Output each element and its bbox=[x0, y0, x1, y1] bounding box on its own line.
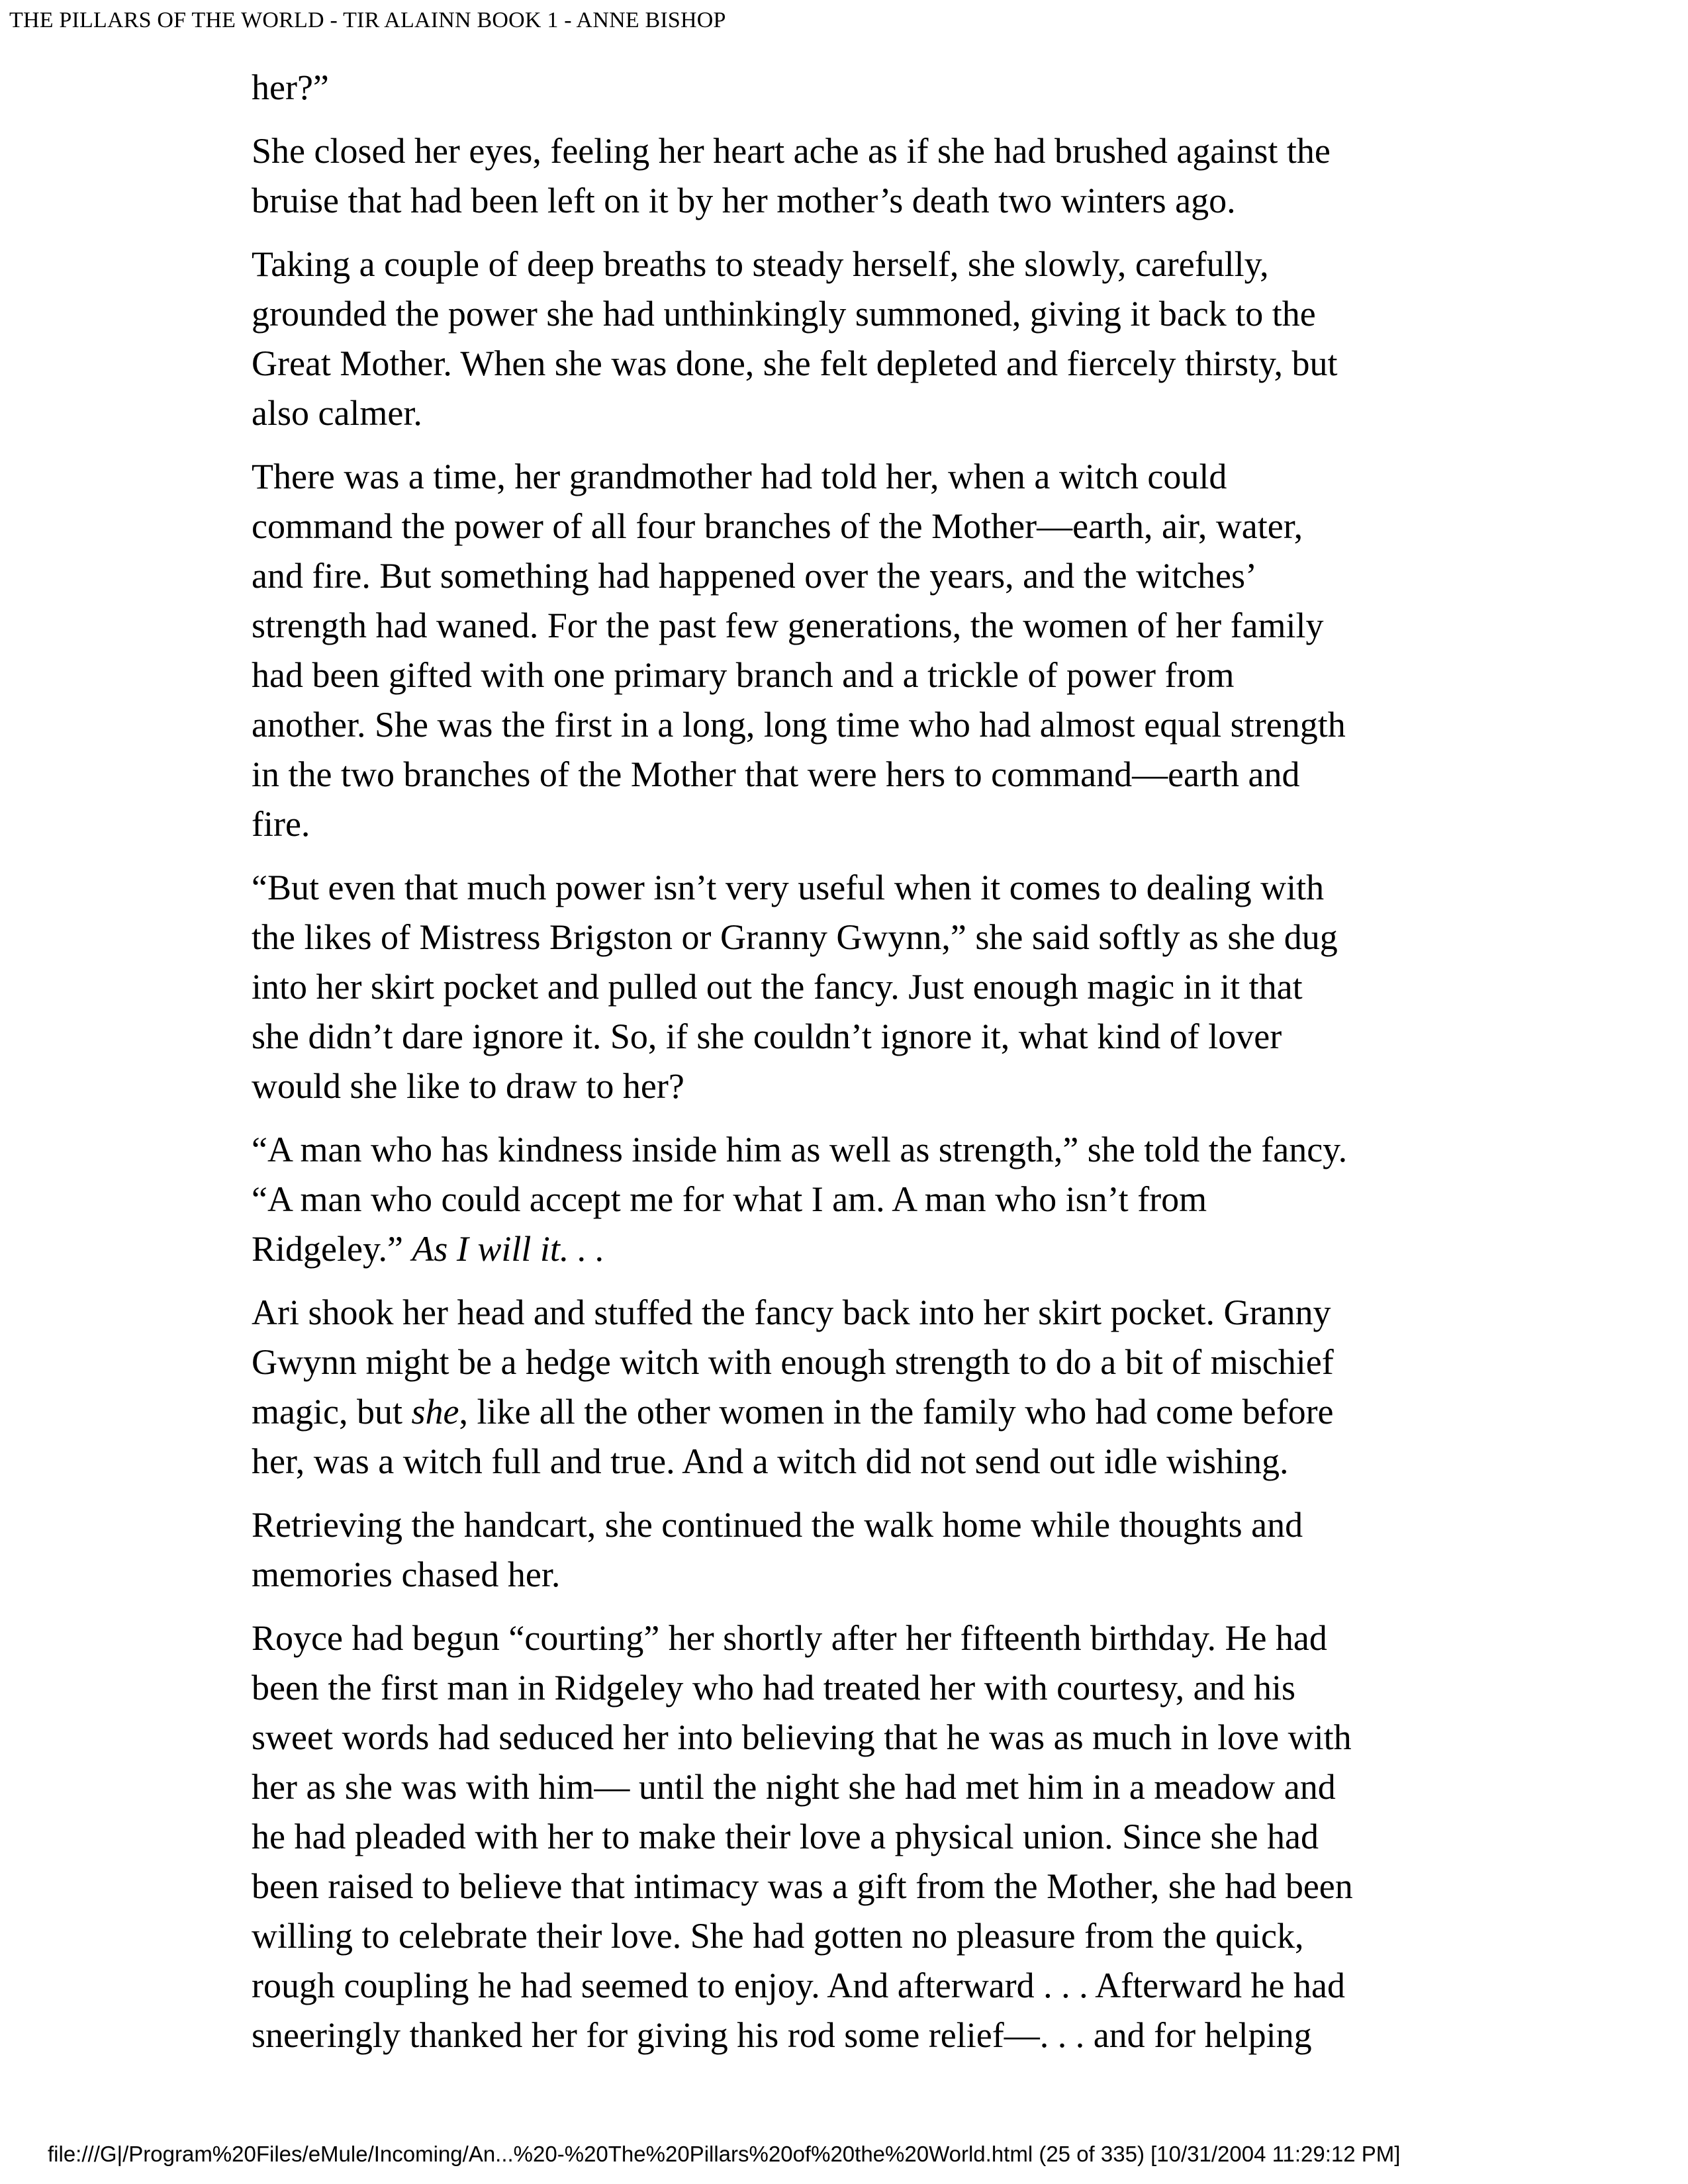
text-line: into her skirt pocket and pulled out the fancy. Just enough magic in it that bbox=[252, 967, 1303, 1007]
text-line: Royce had begun “courting” her shortly after her fifteenth birthday. He had bbox=[252, 1618, 1327, 1658]
italic-text: As I will it. . . bbox=[412, 1229, 605, 1269]
text-line: “A man who could accept me for what I am. A man who isn’t from bbox=[252, 1179, 1207, 1219]
paragraph bbox=[252, 863, 1463, 1111]
paragraph bbox=[252, 1125, 1463, 1274]
text-line: grounded the power she had unthinkingly summoned, giving it back to the bbox=[252, 294, 1316, 334]
page-header-title: THE PILLARS OF THE WORLD - TIR ALAINN BOOK 1 - ANNE BISHOP bbox=[9, 8, 726, 32]
text-line: rough coupling he had seemed to enjoy. And afterward . . . Afterward he had bbox=[252, 1966, 1345, 2005]
text-line: Retrieving the handcart, she continued the walk home while thoughts and bbox=[252, 1505, 1303, 1545]
text-line: magic, but she, like all the other women in the family who had come before bbox=[252, 1392, 1334, 1432]
text-line: She closed her eyes, feeling her heart ache as if she had brushed against the bbox=[252, 131, 1331, 171]
paragraph bbox=[252, 1614, 1463, 2060]
paragraph bbox=[252, 452, 1463, 849]
text-line: in the two branches of the Mother that were hers to command—earth and bbox=[252, 754, 1300, 794]
text-line: Ari shook her head and stuffed the fancy back into her skirt pocket. Granny bbox=[252, 1293, 1331, 1332]
text-line: strength had waned. For the past few generations, the women of her family bbox=[252, 606, 1324, 645]
text-line: and fire. But something had happened over the years, and the witches’ bbox=[252, 556, 1258, 596]
text-line: another. She was the first in a long, long time who had almost equal strength bbox=[252, 705, 1346, 745]
paragraph bbox=[252, 1500, 1463, 1600]
text-line: “A man who has kindness inside him as well as strength,” she told the fancy. bbox=[252, 1130, 1348, 1169]
text-line: her as she was with him— until the night she had met him in a meadow and bbox=[252, 1767, 1336, 1807]
text-line: sneeringly thanked her for giving his rod some relief—. . . and for helping bbox=[252, 2015, 1312, 2055]
book-text bbox=[252, 63, 1463, 2074]
paragraph bbox=[252, 1288, 1463, 1486]
text-line: he had pleaded with her to make their love a physical union. Since she had bbox=[252, 1817, 1319, 1856]
text-line: the likes of Mistress Brigston or Granny Gwynn,” she said softly as she dug bbox=[252, 917, 1338, 957]
text-line: command the power of all four branches of the Mother—earth, air, water, bbox=[252, 506, 1303, 546]
text-line: bruise that had been left on it by her mother’s death two winters ago. bbox=[252, 181, 1236, 220]
paragraph bbox=[252, 63, 1463, 113]
text-line: would she like to draw to her? bbox=[252, 1066, 684, 1106]
text-line: memories chased her. bbox=[252, 1555, 561, 1594]
text-line: willing to celebrate their love. She had gotten no pleasure from the quick, bbox=[252, 1916, 1304, 1956]
paragraph bbox=[252, 126, 1463, 226]
text-line: been the first man in Ridgeley who had treated her with courtesy, and his bbox=[252, 1668, 1296, 1707]
paragraph bbox=[252, 240, 1463, 438]
text-line: sweet words had seduced her into believing that he was as much in love with bbox=[252, 1717, 1352, 1757]
text-line: had been gifted with one primary branch and a trickle of power from bbox=[252, 655, 1235, 695]
text-line: her?” bbox=[252, 68, 329, 107]
text-line: Great Mother. When she was done, she felt depleted and fiercely thirsty, but bbox=[252, 343, 1338, 383]
text-line: Ridgeley.” As I will it. . . bbox=[252, 1229, 605, 1269]
page-footer-path: file:///G|/Program%20Files/eMule/Incoming/An...%20-%20The%20Pillars%20of%20the%20World.html (25 of 335) [10/31/2004 11:29:12 PM] bbox=[48, 2142, 1401, 2166]
text-line: her, was a witch full and true. And a witch did not send out idle wishing. bbox=[252, 1441, 1289, 1481]
text-line: There was a time, her grandmother had told her, when a witch could bbox=[252, 457, 1227, 496]
text-line: Taking a couple of deep breaths to steady herself, she slowly, carefully, bbox=[252, 244, 1269, 284]
text-line: “But even that much power isn’t very useful when it comes to dealing with bbox=[252, 868, 1325, 907]
text-line: been raised to believe that intimacy was a gift from the Mother, she had been bbox=[252, 1866, 1353, 1906]
italic-text: she bbox=[411, 1392, 459, 1432]
text-line: she didn’t dare ignore it. So, if she couldn’t ignore it, what kind of lover bbox=[252, 1017, 1282, 1056]
text-line: Gwynn might be a hedge witch with enough strength to do a bit of mischief bbox=[252, 1342, 1334, 1382]
text-line: also calmer. bbox=[252, 393, 422, 433]
text-line: fire. bbox=[252, 804, 310, 844]
